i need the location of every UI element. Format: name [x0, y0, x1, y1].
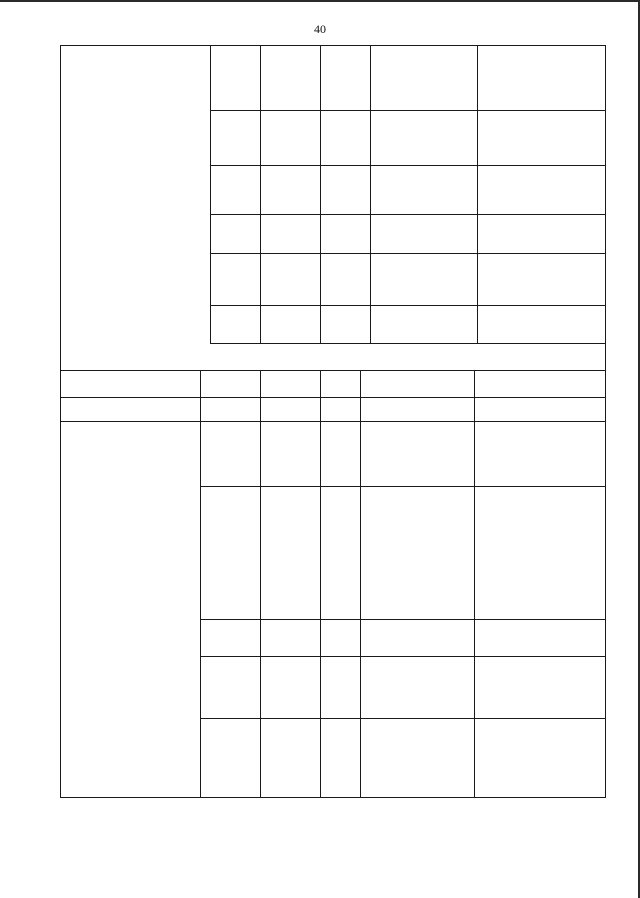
table-hline [210, 214, 606, 215]
page-number: 40 [314, 22, 326, 36]
table-vline [200, 370, 201, 798]
table-hline [210, 305, 606, 306]
table-hline [210, 253, 606, 254]
table-hline [210, 343, 606, 344]
table-vline [370, 45, 371, 344]
scan-edge-top [0, 0, 640, 2]
table-hline [60, 370, 606, 371]
table-vline [260, 45, 261, 344]
table-vline [320, 45, 321, 344]
table-vline [474, 370, 475, 798]
table-vline [477, 45, 478, 344]
table-vline [210, 45, 211, 344]
table-hline [210, 110, 606, 111]
table-hline [210, 165, 606, 166]
table-vline [260, 370, 261, 798]
table-hline [60, 45, 606, 46]
table-vline [320, 370, 321, 798]
table-hline [60, 421, 606, 422]
table-vline [360, 370, 361, 798]
table-hline [60, 797, 201, 798]
table-hline [60, 397, 606, 398]
